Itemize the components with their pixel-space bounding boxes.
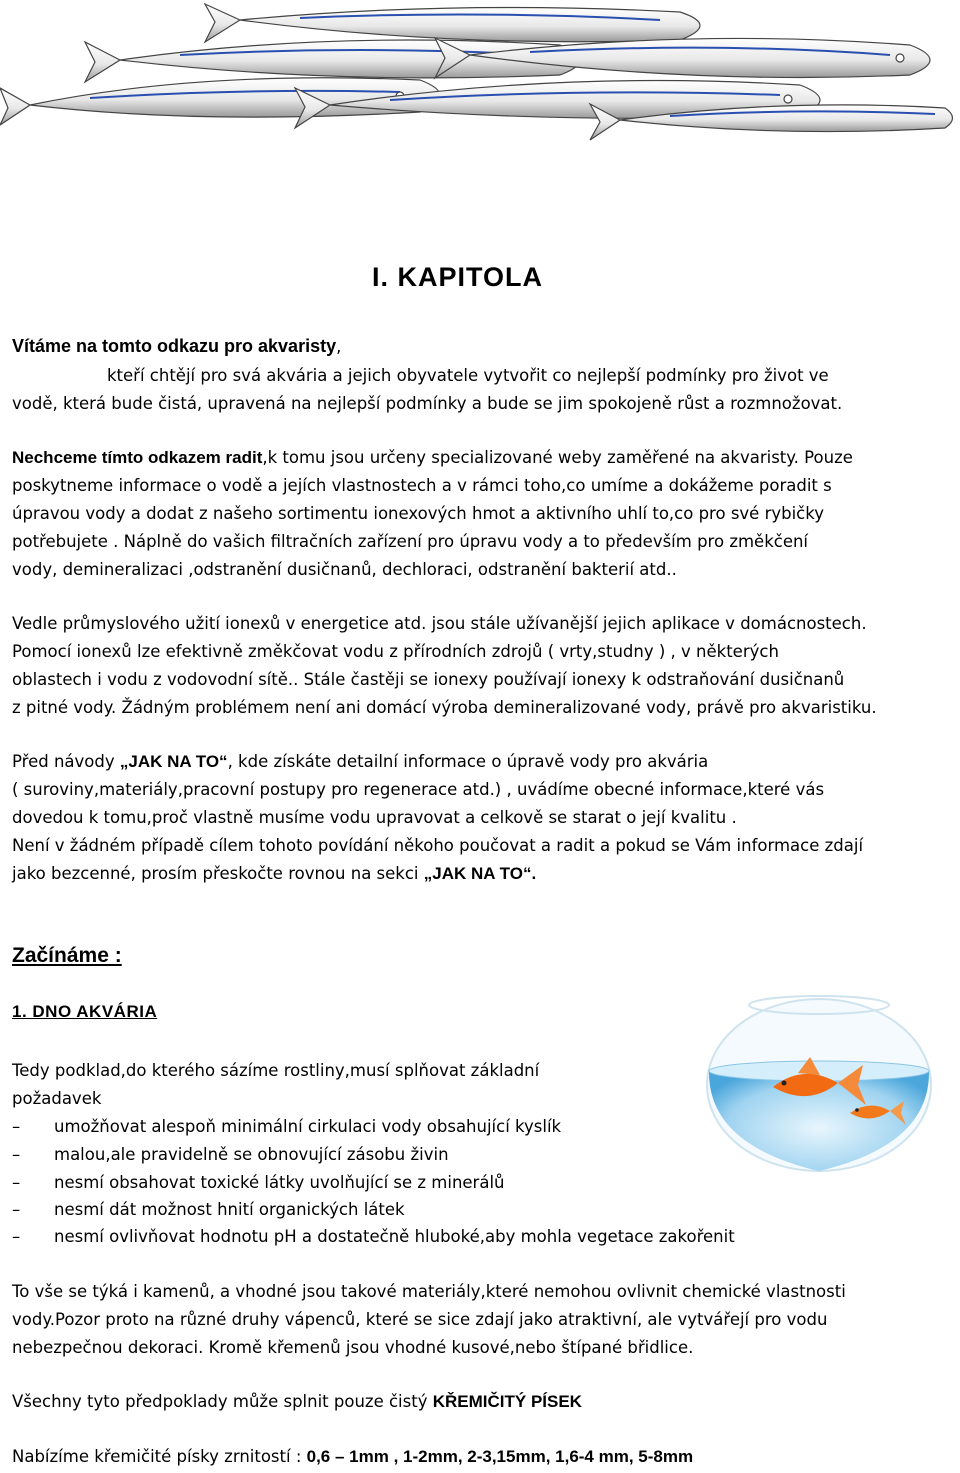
intro-welcome-line — [12, 332, 341, 361]
para3-line-1 — [12, 748, 708, 776]
para2-line-2: Pomocí ionexů lze efektivně změkčovat vodu z přírodních zdrojů ( vrty,studny ) , v některých — [12, 642, 779, 661]
para3-line-2: ( suroviny,materiály,pracovní postupy pro regenerace atd.) , uvádíme obecné informace,které vás — [12, 780, 825, 799]
list-item — [12, 1141, 449, 1169]
para1-line-2: poskytneme informace o vodě a jejích vlastnostech a v rámci toho,co umíme a dokážeme poradit s — [12, 476, 832, 495]
welcome-heading: Vítáme na tomto odkazu pro akvaristy — [12, 336, 337, 356]
para1-line-1-rest: ,k tomu jsou určeny specializované weby zaměřené na akvaristy. Pouze — [262, 448, 853, 467]
para4-line-1: Tedy podklad,do kterého sázíme rostliny,musí splňovat základní — [12, 1061, 540, 1080]
fish-icon — [205, 4, 700, 42]
para6-line — [12, 1388, 582, 1416]
para6-bold: KŘEMIČITÝ PÍSEK — [432, 1392, 582, 1411]
jak-na-to-link[interactable]: „JAK NA TO“ — [119, 752, 228, 771]
fish-icon — [85, 40, 580, 82]
para2-line-4: z pitné vody. Žádným problémem není ani domácí výroba demineralizované vody, právě pro akvaristiku. — [12, 698, 877, 717]
list-item-text: nesmí obsahovat toxické látky uvolňující se z minerálů — [54, 1173, 505, 1192]
list-item-text: umožňovat alespoň minimální cirkulaci vody obsahující kyslík — [54, 1117, 562, 1136]
para3-text-a: Před návody — [12, 752, 120, 771]
bullet-dash: – — [12, 1145, 21, 1164]
para5-line-3: nebezpečnou dekoraci. Kromě křemenů jsou vhodné kusové,nebo štípané břidlice. — [12, 1338, 694, 1357]
para2-line-3: oblastech i vodu z vodovodní sítě.. Stále častěji se ionexy používají ionexy k odstraňování dusičnanů — [12, 670, 845, 689]
para4-line-2: požadavek — [12, 1089, 102, 1108]
list-item — [12, 1223, 735, 1251]
list-item-text: malou,ale pravidelně se obnovující zásobu živin — [54, 1145, 449, 1164]
para3-line-4: Není v žádném případě cílem tohoto povídání někoho poučovat a radit a pokud se Vám informace zdají — [12, 836, 864, 855]
bullet-dash: – — [12, 1173, 21, 1192]
list-item — [12, 1113, 561, 1141]
subsection-heading: 1. DNO AKVÁRIA — [12, 1002, 158, 1021]
jak-na-to-section-link[interactable]: „JAK NA TO“. — [423, 864, 537, 883]
list-item — [12, 1169, 505, 1197]
para1-line-4: potřebujete . Náplně do vašich filtračních zařízení pro úpravu vody a to především pro změkčení — [12, 532, 809, 551]
grain-sizes: 0,6 – 1mm , 1-2mm, 2-3,15mm, 1,6-4 mm, 5-8mm — [306, 1447, 694, 1466]
list-item — [12, 1196, 405, 1224]
para3-line-3: dovedou k tomu,proč vlastně musíme vodu upravovat a celkově se starat o její kvalitu . — [12, 808, 737, 827]
list-item-text: nesmí dát možnost hnití organických látek — [54, 1200, 405, 1219]
para5-line-2: vody.Pozor proto na různé druhy vápenců, které se sice zdají jako atraktivní, ale vytvářejí pro vodu — [12, 1310, 828, 1329]
intro-line-2: vodě, která bude čistá, upravená na nejlepší podmínky a bude se jim spokojeně růst a rozmnožovat. — [12, 394, 843, 413]
para7-line — [12, 1443, 693, 1471]
fish-school-banner — [0, 0, 960, 150]
bullet-dash: – — [12, 1200, 21, 1219]
para6-text: Všechny tyto předpoklady může splnit pouze čistý — [12, 1392, 433, 1411]
para2-line-1: Vedle průmyslového užití ionexů v energetice atd. jsou stále užívanější jejich aplikace v domácnostech. — [12, 614, 867, 633]
welcome-comma: , — [336, 337, 342, 356]
para3-line-5 — [12, 860, 536, 888]
para1-bold-start: Nechceme tímto odkazem radit — [12, 448, 263, 467]
chapter-title: I. KAPITOLA — [372, 262, 544, 292]
para1-line-5: vody, demineralizaci ,odstranění dusičnanů, dechloraci, odstranění bakterií atd.. — [12, 560, 677, 579]
para5-line-1: To vše se týká i kamenů, a vhodné jsou takové materiály,které nemohou ovlivnit chemické vlastnosti — [12, 1282, 846, 1301]
para3-text-c: jako bezcenné, prosím přeskočte rovnou na sekci — [12, 864, 424, 883]
para3-text-b: , kde získáte detailní informace o úpravě vody pro akvária — [227, 752, 709, 771]
bullet-dash: – — [12, 1117, 21, 1136]
list-item-text: nesmí ovlivňovat hodnotu pH a dostatečně hluboké,aby mohla vegetace zakořenit — [54, 1227, 735, 1246]
para1-line-1 — [12, 444, 853, 472]
intro-line-1: kteří chtějí pro svá akvária a jejich obyvatele vytvořit co nejlepší podmínky pro život ve — [107, 366, 829, 385]
para1-line-3: úpravou vody a dodat z našeho sortimentu ionexových hmot a aktivního uhlí to,co pro své rybičky — [12, 504, 824, 523]
goldfish-bowl-image — [678, 965, 960, 1173]
section-heading: Začínáme : — [12, 944, 122, 967]
para7-text: Nabízíme křemičité písky zrnitostí : — [12, 1447, 307, 1466]
bullet-dash: – — [12, 1227, 21, 1246]
